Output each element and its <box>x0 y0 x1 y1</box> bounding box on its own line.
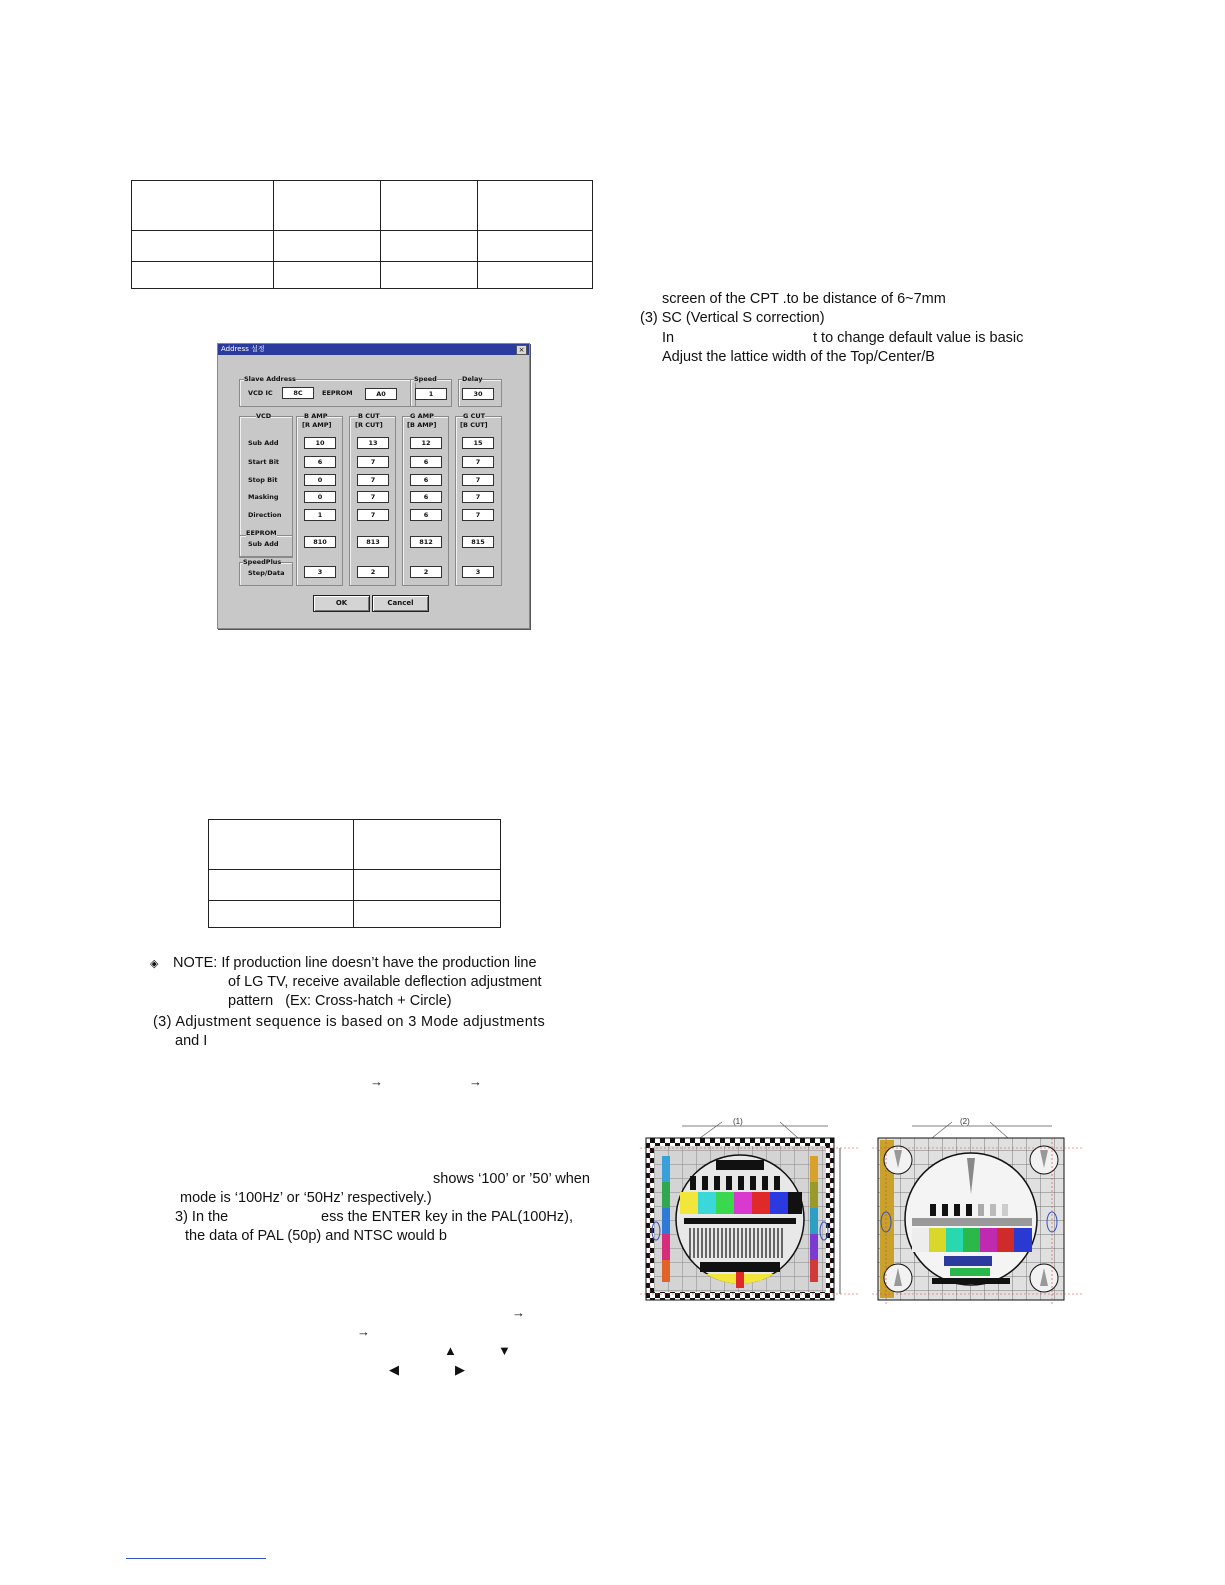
right-line-3a: In <box>662 330 675 346</box>
column-subheader-b-cut: [B CUT] <box>460 421 488 429</box>
mode-line-2: mode is ‘100Hz’ or ‘50Hz’ respectively.) <box>180 1190 432 1206</box>
b-amp-step-field[interactable]: 3 <box>304 566 336 578</box>
g-amp-direction-field[interactable]: 6 <box>410 509 442 521</box>
table-cell <box>381 231 478 262</box>
right-line-4: Adjust the lattice width of the Top/Center/B <box>662 349 935 365</box>
b-cut-start-bit-field[interactable]: 7 <box>357 456 389 468</box>
note-line-1: NOTE: If production line doesn’t have the production line <box>173 955 537 971</box>
row-label-sub-add: Sub Add <box>248 439 279 447</box>
step3-line-2: and I <box>175 1033 208 1049</box>
b-cut-direction-field[interactable]: 7 <box>357 509 389 521</box>
g-amp-eeprom-field[interactable]: 812 <box>410 536 442 548</box>
column-subheader-b-amp: [B AMP] <box>407 421 437 429</box>
delay-field[interactable]: 30 <box>462 388 494 400</box>
b-amp-masking-field[interactable]: 0 <box>304 491 336 503</box>
test-pattern-1 <box>640 1108 860 1316</box>
b-cut-eeprom-field[interactable]: 813 <box>357 536 389 548</box>
column-header-g-amp: G AMP <box>410 412 434 420</box>
g-cut-eeprom-field[interactable]: 815 <box>462 536 494 548</box>
b-cut-step-field[interactable]: 2 <box>357 566 389 578</box>
dialog-title: Address 설정 <box>221 345 265 353</box>
down-arrow-icon: ▼ <box>498 1343 511 1358</box>
g-amp-sub-add-field[interactable]: 12 <box>410 437 442 449</box>
dimension-label-1: (1) <box>733 1117 743 1126</box>
g-amp-step-field[interactable]: 2 <box>410 566 442 578</box>
arrow-right-icon: → <box>469 1074 482 1089</box>
b-amp-sub-add-field[interactable]: 10 <box>304 437 336 449</box>
table-cell <box>132 181 274 231</box>
enter-line-1a: 3) In the <box>175 1209 229 1225</box>
g-amp-stop-bit-field[interactable]: 6 <box>410 474 442 486</box>
eeprom-sub-add-label: Sub Add <box>248 540 279 548</box>
table-cell <box>354 901 501 928</box>
ok-button[interactable]: OK <box>313 595 370 612</box>
close-icon[interactable]: × <box>516 345 527 355</box>
step-data-label: Step/Data <box>248 569 285 577</box>
column-subheader-r-cut: [R CUT] <box>355 421 383 429</box>
g-amp-masking-field[interactable]: 6 <box>410 491 442 503</box>
right-line-3b: t to change default value is basic <box>813 330 1024 346</box>
arrow-right-icon: → <box>512 1305 525 1320</box>
table-cell <box>209 870 354 901</box>
right-line-2: (3) SC (Vertical S correction) <box>640 310 825 326</box>
enter-line-1b: ess the ENTER key in the PAL(100Hz), <box>321 1209 573 1225</box>
address-setting-dialog <box>217 343 530 629</box>
column-subheader-r-amp: [R AMP] <box>302 421 332 429</box>
g-cut-direction-field[interactable]: 7 <box>462 509 494 521</box>
table-cell <box>209 901 354 928</box>
right-line-1: screen of the CPT .to be distance of 6~7mm <box>662 291 946 307</box>
b-amp-direction-field[interactable]: 1 <box>304 509 336 521</box>
row-label-stop-bit: Stop Bit <box>248 476 278 484</box>
dialog-titlebar <box>218 344 529 355</box>
note-marker: ◈ <box>150 958 159 970</box>
note-line-3: pattern (Ex: Cross-hatch + Circle) <box>228 993 452 1009</box>
right-arrow-icon: ▶ <box>455 1362 465 1377</box>
column-header-g-cut: G CUT <box>463 412 486 420</box>
table-cell <box>354 870 501 901</box>
b-cut-stop-bit-field[interactable]: 7 <box>357 474 389 486</box>
delay-label: Delay <box>462 375 483 383</box>
empty-table-bottom <box>208 819 501 928</box>
b-cut-masking-field[interactable]: 7 <box>357 491 389 503</box>
footer-rule <box>126 1558 266 1559</box>
speed-label: Speed <box>414 375 437 383</box>
step3-line-1: (3) Adjustment sequence is based on 3 Mode adjustments <box>153 1014 546 1030</box>
g-cut-masking-field[interactable]: 7 <box>462 491 494 503</box>
eeprom-group-label: EEPROM <box>246 529 277 537</box>
g-amp-start-bit-field[interactable]: 6 <box>410 456 442 468</box>
g-cut-start-bit-field[interactable]: 7 <box>462 456 494 468</box>
b-amp-stop-bit-field[interactable]: 0 <box>304 474 336 486</box>
row-label-start-bit: Start Bit <box>248 458 280 466</box>
up-arrow-icon: ▲ <box>444 1343 457 1358</box>
enter-line-2: the data of PAL (50p) and NTSC would b <box>185 1228 447 1244</box>
vcd-label: VCD <box>256 412 272 420</box>
column-header-b-amp: B AMP <box>304 412 328 420</box>
table-cell <box>274 262 381 289</box>
table-cell <box>478 231 593 262</box>
arrow-right-icon: → <box>370 1074 383 1089</box>
g-cut-sub-add-field[interactable]: 15 <box>462 437 494 449</box>
b-amp-start-bit-field[interactable]: 6 <box>304 456 336 468</box>
b-cut-sub-add-field[interactable]: 13 <box>357 437 389 449</box>
mode-line-1: shows ‘100’ or ’50’ when <box>433 1171 590 1187</box>
table-cell <box>478 181 593 231</box>
g-cut-stop-bit-field[interactable]: 7 <box>462 474 494 486</box>
vcd-ic-label: VCD IC <box>248 389 273 397</box>
eeprom-field[interactable]: A0 <box>365 388 397 400</box>
row-label-masking: Masking <box>248 493 279 501</box>
table-cell <box>132 262 274 289</box>
table-cell <box>209 820 354 870</box>
arrow-right-icon: → <box>357 1324 370 1339</box>
table-cell <box>354 820 501 870</box>
table-cell <box>381 262 478 289</box>
g-cut-step-field[interactable]: 3 <box>462 566 494 578</box>
eeprom-label: EEPROM <box>322 389 353 397</box>
dimension-label-2: (2) <box>960 1117 970 1126</box>
speed-field[interactable]: 1 <box>415 388 447 400</box>
table-cell <box>274 181 381 231</box>
note-line-2: of LG TV, receive available deflection adjustment <box>228 974 542 990</box>
speedplus-label: SpeedPlus <box>243 558 282 566</box>
cancel-button[interactable]: Cancel <box>372 595 429 612</box>
table-cell <box>381 181 478 231</box>
b-amp-eeprom-field[interactable]: 810 <box>304 536 336 548</box>
column-header-b-cut: B CUT <box>358 412 380 420</box>
left-arrow-icon: ◀ <box>389 1362 399 1377</box>
slave-address-label: Slave Address <box>244 375 296 383</box>
table-cell <box>478 262 593 289</box>
test-pattern-2 <box>872 1108 1082 1316</box>
table-cell <box>274 231 381 262</box>
empty-table-top <box>131 180 593 289</box>
table-cell <box>132 231 274 262</box>
vcd-ic-field[interactable]: 8C <box>282 387 314 399</box>
row-label-direction: Direction <box>248 511 282 519</box>
